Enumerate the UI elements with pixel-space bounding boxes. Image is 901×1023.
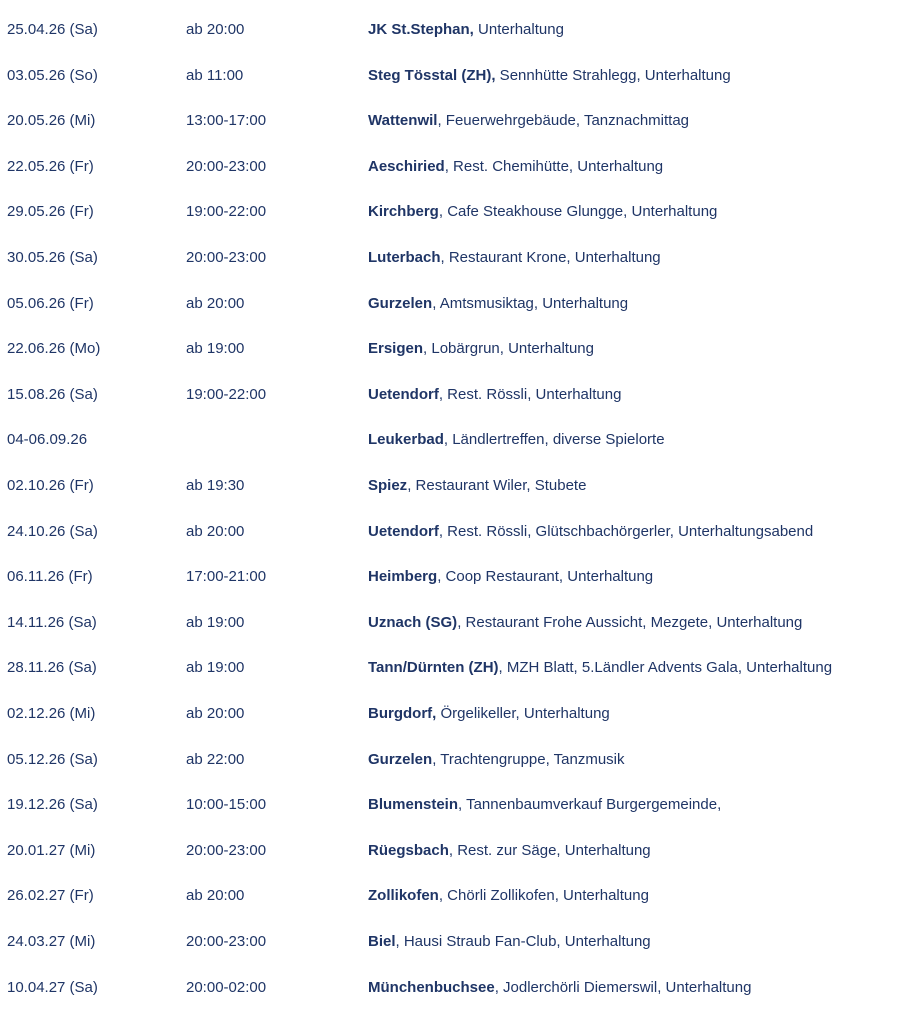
- event-place: Tann/Dürnten (ZH): [368, 659, 499, 676]
- event-place: Aeschiried: [368, 158, 445, 175]
- event-description: [368, 704, 610, 724]
- event-details: , Ländlertreffen, diverse Spielorte: [443, 431, 665, 448]
- event-place: Luterbach: [368, 249, 441, 266]
- event-description: [368, 248, 661, 268]
- event-description: [368, 157, 663, 177]
- event-row: [0, 978, 901, 1023]
- event-date: 24.03.27 (Mi): [7, 933, 96, 950]
- event-description: [368, 20, 564, 40]
- event-row: [0, 476, 901, 521]
- event-time: ab 20:00: [186, 887, 245, 904]
- event-place: Steg Tösstal (ZH),: [368, 67, 496, 84]
- event-row: [0, 932, 901, 977]
- event-place: Münchenbuchsee: [368, 979, 495, 996]
- event-place: Ersigen: [368, 340, 424, 357]
- event-row: [0, 704, 901, 749]
- event-row: [0, 430, 901, 475]
- event-place: Rüegsbach: [368, 842, 449, 859]
- event-time: ab 11:00: [186, 67, 244, 84]
- event-time: 10:00-15:00: [186, 796, 267, 813]
- event-time: ab 19:00: [186, 659, 245, 676]
- event-description: [368, 522, 813, 542]
- event-details: , Rest. Rössli, Unterhaltung: [438, 386, 622, 403]
- event-description: [368, 978, 751, 998]
- event-row: [0, 567, 901, 612]
- event-place: Gurzelen: [368, 295, 433, 312]
- event-date: 22.06.26 (Mo): [7, 340, 101, 357]
- event-details: , Restaurant Frohe Aussicht, Mezgete, Unterhaltung: [457, 614, 803, 631]
- event-details: , Cafe Steakhouse Glungge, Unterhaltung: [438, 203, 718, 220]
- event-date: 26.02.27 (Fr): [7, 887, 94, 904]
- event-time: 19:00-22:00: [186, 203, 267, 220]
- event-row: [0, 795, 901, 840]
- event-description: [368, 294, 628, 314]
- event-description: [368, 202, 717, 222]
- event-place: Zollikofen: [368, 887, 439, 904]
- event-description: [368, 658, 832, 678]
- event-details: , Coop Restaurant, Unterhaltung: [437, 568, 654, 585]
- event-date: 03.05.26 (So): [7, 67, 98, 84]
- event-row: [0, 339, 901, 384]
- event-details: , Restaurant Wiler, Stubete: [407, 477, 587, 494]
- event-place: Heimberg: [368, 568, 438, 585]
- event-row: [0, 613, 901, 658]
- event-date: 05.12.26 (Sa): [7, 751, 98, 768]
- event-details: Örgelikeller, Unterhaltung: [436, 705, 610, 722]
- event-date: 30.05.26 (Sa): [7, 249, 98, 266]
- event-place: Spiez: [368, 477, 408, 494]
- event-date: 05.06.26 (Fr): [7, 295, 94, 312]
- event-time: ab 20:00: [186, 523, 245, 540]
- event-place: Uetendorf: [368, 523, 439, 540]
- event-date: 20.05.26 (Mi): [7, 112, 96, 129]
- event-row: [0, 750, 901, 795]
- event-place: Blumenstein: [368, 796, 459, 813]
- event-time: ab 19:30: [186, 477, 245, 494]
- event-description: [368, 66, 731, 86]
- event-row: [0, 157, 901, 202]
- event-date: 20.01.27 (Mi): [7, 842, 96, 859]
- event-description: [368, 613, 802, 633]
- event-details: Unterhaltung: [473, 21, 564, 38]
- event-time: ab 22:00: [186, 751, 245, 768]
- event-place: Uznach (SG): [368, 614, 458, 631]
- event-row: [0, 886, 901, 931]
- event-row: [0, 202, 901, 247]
- event-date: 06.11.26 (Fr): [7, 568, 93, 585]
- event-time: 20:00-23:00: [186, 933, 267, 950]
- event-time: 20:00-23:00: [186, 158, 267, 175]
- event-row: [0, 841, 901, 886]
- event-details: , Amtsmusiktag, Unterhaltung: [432, 295, 629, 312]
- event-time: ab 20:00: [186, 705, 245, 722]
- event-date: 14.11.26 (Sa): [7, 614, 97, 631]
- event-place: Leukerbad: [368, 431, 444, 448]
- event-details: , Rest. Rössli, Glütschbachörgerler, Unterhaltungsabend: [438, 523, 814, 540]
- event-place: Gurzelen: [368, 751, 433, 768]
- event-details: , MZH Blatt, 5.Ländler Advents Gala, Unterhaltung: [498, 659, 833, 676]
- event-place: JK St.Stephan,: [368, 21, 474, 38]
- event-time: 20:00-23:00: [186, 249, 267, 266]
- event-description: [368, 886, 649, 906]
- event-place: Wattenwil: [368, 112, 438, 129]
- event-details: , Feuerwehrgebäude, Tanznachmittag: [437, 112, 690, 129]
- event-row: [0, 294, 901, 339]
- event-time: ab 19:00: [186, 340, 245, 357]
- event-time: 13:00-17:00: [186, 112, 267, 129]
- event-details: , Trachtengruppe, Tanzmusik: [432, 751, 625, 768]
- event-row: [0, 20, 901, 65]
- event-place: Biel: [368, 933, 396, 950]
- event-row: [0, 522, 901, 567]
- event-date: 22.05.26 (Fr): [7, 158, 94, 175]
- event-place: Uetendorf: [368, 386, 439, 403]
- event-description: [368, 567, 653, 587]
- event-details: , Rest. zur Säge, Unterhaltung: [448, 842, 651, 859]
- event-details: , Jodlerchörli Diemerswil, Unterhaltung: [494, 979, 752, 996]
- event-description: [368, 430, 665, 450]
- event-description: [368, 111, 689, 131]
- event-details: , Lobärgrun, Unterhaltung: [423, 340, 594, 357]
- event-date: 10.04.27 (Sa): [7, 979, 98, 996]
- event-date: 02.12.26 (Mi): [7, 705, 96, 722]
- event-description: [368, 339, 594, 359]
- event-time: ab 20:00: [186, 21, 245, 38]
- event-description: [368, 750, 625, 770]
- event-date: 02.10.26 (Fr): [7, 477, 94, 494]
- event-description: [368, 385, 621, 405]
- event-description: [368, 841, 651, 861]
- event-description: [368, 476, 586, 496]
- event-description: [368, 795, 721, 815]
- event-date: 15.08.26 (Sa): [7, 386, 98, 403]
- event-date: 19.12.26 (Sa): [7, 796, 98, 813]
- event-time: 20:00-23:00: [186, 842, 267, 859]
- event-time: ab 19:00: [186, 614, 245, 631]
- event-date: 29.05.26 (Fr): [7, 203, 94, 220]
- event-details: , Chörli Zollikofen, Unterhaltung: [438, 887, 649, 904]
- event-row: [0, 385, 901, 430]
- event-details: , Tannenbaumverkauf Burgergemeinde,: [458, 796, 722, 813]
- event-time: 17:00-21:00: [186, 568, 267, 585]
- event-place: Kirchberg: [368, 203, 439, 220]
- event-time: ab 20:00: [186, 295, 245, 312]
- event-description: [368, 932, 651, 952]
- event-date: 28.11.26 (Sa): [7, 659, 97, 676]
- event-row: [0, 111, 901, 156]
- event-date: 25.04.26 (Sa): [7, 21, 98, 38]
- event-row: [0, 248, 901, 293]
- event-place: Burgdorf,: [368, 705, 437, 722]
- event-time: 19:00-22:00: [186, 386, 267, 403]
- event-details: Sennhütte Strahlegg, Unterhaltung: [495, 67, 731, 84]
- event-details: , Rest. Chemihütte, Unterhaltung: [444, 158, 664, 175]
- event-row: [0, 66, 901, 111]
- event-row: [0, 658, 901, 703]
- event-details: , Restaurant Krone, Unterhaltung: [440, 249, 661, 266]
- event-time: 20:00-02:00: [186, 979, 267, 996]
- event-date: 04-06.09.26: [7, 431, 88, 448]
- event-date: 24.10.26 (Sa): [7, 523, 98, 540]
- event-details: , Hausi Straub Fan-Club, Unterhaltung: [395, 933, 651, 950]
